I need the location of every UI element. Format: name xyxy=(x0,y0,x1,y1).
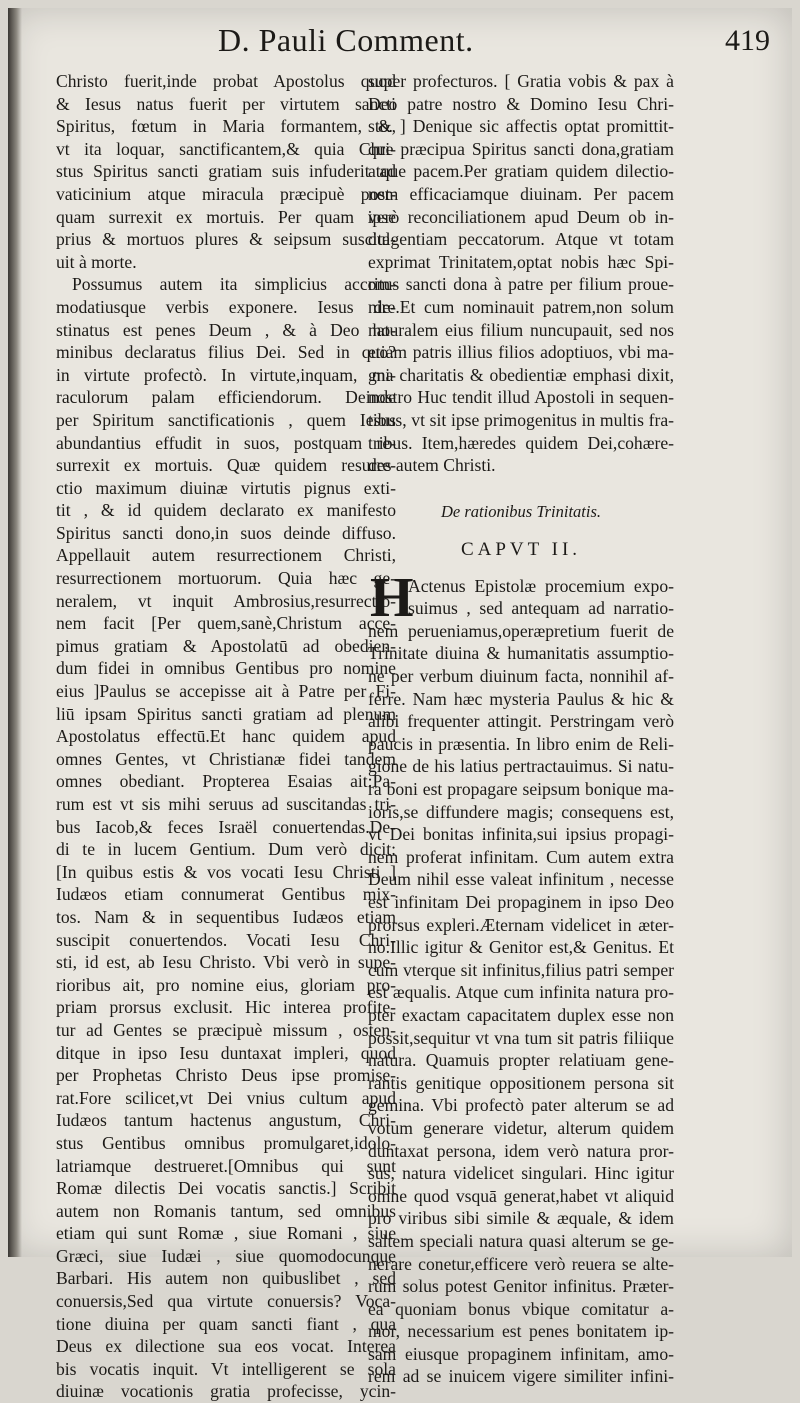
text-line: Iudæos tantum hactenus angustum, Chri- xyxy=(56,1110,396,1131)
text-line: ea quoniam bonus vbique comitatur a- xyxy=(368,1298,674,1319)
page-gutter-shadow xyxy=(8,8,22,1257)
text-line: Trinitate diuina & humanitatis assumptio- xyxy=(368,643,674,664)
text-line: in virtute profectò. In virtute,inquam, mi- xyxy=(56,364,396,385)
text-line: est infinitam Dei propaginem in ipso Deo xyxy=(368,892,674,912)
text-line: gione de his latius pertractauimus. Si natu- xyxy=(368,756,674,777)
chapter-body xyxy=(368,566,674,1388)
text-line: vaticinium atque miracula præcipuè post- xyxy=(56,183,396,204)
text-line: pro viribus sibi simile & æquale, & idem xyxy=(368,1208,674,1229)
text-line: rioribus ait, pro nomine eius, gloriam pro- xyxy=(56,974,396,995)
text-line: & Iesus natus fuerit per virtutem sancti xyxy=(56,93,396,114)
text-line: per Prophetas Christo Deus ipse promise- xyxy=(56,1065,396,1086)
text-line: ne per verbum diuinum facta, nonnihil af- xyxy=(368,666,674,687)
text-line: priam prorsus exclusit. Hic interea profite- xyxy=(56,997,396,1018)
left-text-column xyxy=(56,70,396,1403)
text-line: gna charitatis & obedientiæ emphasi dixit, xyxy=(368,364,674,385)
text-line: rem ad se inuicem vigere similiter infini- xyxy=(368,1366,674,1387)
text-line: votum generare videtur, alterum quidem xyxy=(368,1117,674,1138)
right-column-body xyxy=(368,70,674,477)
text-line: Deum nihil esse valeat infinitum , necesse xyxy=(368,869,674,890)
text-line: omnes Gentes, vt Christianæ fidei tandem xyxy=(56,748,396,769)
text-line: resurrectionem mortuorum. Quia hæc ge- xyxy=(56,568,396,589)
book-page xyxy=(8,8,792,1402)
text-line: prorsus expleri.Æternam videlicet in æter- xyxy=(368,914,674,935)
text-line: ctio maximum diuinæ virtutis pignus exti- xyxy=(56,477,396,498)
text-line: pimus gratiam & Apostolatū ad obedien- xyxy=(56,635,396,656)
text-line: Iudæos etiam connumerat Gentibus mix- xyxy=(56,884,396,905)
text-line: quam surrexit ex mortuis. Per quam ipse xyxy=(56,206,396,227)
text-line: Spiritus sancti dono,in suos deinde diffuso. xyxy=(56,522,396,543)
text-line: vt Dei bonitas infinita,sui ipsius propagi- xyxy=(368,824,674,845)
text-line: stinatus est penes Deum , & à Deo ho- xyxy=(56,319,396,340)
text-line: super profecturos. [ Gratia vobis & pax à xyxy=(368,71,674,91)
text-line: conuersis,Sed qua virtute conuersis? Voca- xyxy=(56,1291,396,1312)
text-line: sti, id est, ab Iesu Christo. Vbi verò in supe- xyxy=(56,952,396,973)
text-line: nostro Huc tendit illud Apostoli in sequen- xyxy=(368,387,674,408)
text-line: abundantius effudit in suos, postquam re- xyxy=(56,432,396,453)
text-line: cum vterque sit infinitus,filius patri semper xyxy=(368,959,674,980)
text-line: gemina. Vbi profectò pater alterum se ad xyxy=(368,1095,674,1116)
text-line: etiam qui sunt Romæ , siue Romani , siue xyxy=(56,1223,396,1244)
right-text-column xyxy=(368,70,674,1388)
text-line: atque pacem.Per gratiam quidem dilectio- xyxy=(368,161,674,182)
text-line: nem facit [Per quem,sanè,Christum acce- xyxy=(56,613,396,634)
text-line: no.Illic igitur & Genitor est,& Genitus. Et xyxy=(368,937,674,958)
text-line: rum solus potest Genitor infinitus. Præter- xyxy=(368,1276,674,1297)
text-line: tione diuina per quam sancti fiant , qua xyxy=(56,1313,396,1334)
text-line: nem efficaciamque diuinam. Per pacem xyxy=(368,183,674,204)
text-line: natura. Quamuis propter relatiuam gene- xyxy=(368,1050,674,1071)
text-line: per Spiritum sanctificationis , quem Iesus xyxy=(56,409,396,430)
text-line: tit , & id quidem declarato ex manifesto xyxy=(56,500,396,521)
text-line: di te in lucem Gentium. Dum verò dicit: xyxy=(56,839,396,860)
text-line: verò reconciliationem apud Deum ob in- xyxy=(368,206,674,227)
text-line: Actenus Epistolæ procemium expo- xyxy=(408,575,674,596)
text-line: surrexit ex mortuis. Quæ quidem resurre- xyxy=(56,455,396,476)
text-line: rum est vt sis mihi seruus ad suscitandas tri- xyxy=(56,794,396,814)
text-line: est æqualis. Atque cum infinita natura pro- xyxy=(368,982,674,1003)
text-line: modatiusque verbis exponere. Iesus de- xyxy=(56,296,396,317)
running-title: D. Pauli Comment. xyxy=(218,22,474,58)
text-line: nerare conetur,efficere verò reuera se alte- xyxy=(368,1253,674,1274)
text-line: rantis genitique oppositionem persona sit xyxy=(368,1072,674,1093)
text-line: rat.Fore scilicet,vt Dei vnius cultum apud xyxy=(56,1087,396,1108)
drop-cap-initial: H xyxy=(370,566,414,629)
text-line: paucis in præsentia. In libro enim de Reli- xyxy=(368,733,674,754)
text-line: neralem, vt inquit Ambrosius,resurrectio- xyxy=(56,590,396,611)
text-line: etiam patris illius filios adoptiuos, vbi ma- xyxy=(368,342,674,363)
text-line: duntaxat persona, idem verò natura pror- xyxy=(368,1140,674,1161)
text-line: dum fidei in omnibus Gentibus pro nomine xyxy=(56,658,396,679)
text-line: [In quibus estis & vos vocati Iesu Christi ] xyxy=(56,861,396,882)
text-line: Deo patre nostro & Domino Iesu Chri- xyxy=(368,93,674,114)
text-line: tibus, vt sit ipse primogenitus in multis fra- xyxy=(368,409,674,430)
text-line: tur ad Gentes se præcipuè missum , osten- xyxy=(56,1019,396,1040)
text-line: tribus. Item,hæredes quidem Dei,cohære- xyxy=(368,432,674,453)
text-line: pter exactam capacitatem duplex esse non xyxy=(368,1004,674,1025)
text-line: autem non Romanis tantum, sed omnibus xyxy=(56,1200,396,1221)
text-line: ditque in ipso Iesu duntaxat impleri, quod xyxy=(56,1042,396,1063)
text-line: Possumus autem ita simplicius accom- xyxy=(72,274,396,295)
text-line: stus Spiritus sancti gratiam suis infuderit ad xyxy=(56,161,396,182)
text-line: omnes obediant. Propterea Esaias ait:Pa- xyxy=(56,771,396,792)
chapter-heading: CAPVT II. xyxy=(460,538,582,560)
text-line: omne quod vsquā generat,habet vt aliquid xyxy=(368,1185,674,1206)
page-number: 419 xyxy=(725,24,770,57)
text-line: sus, natura videlicet singulari. Hinc igitur xyxy=(368,1163,674,1184)
text-line: que præcipua Spiritus sancti dona,gratiam xyxy=(368,138,674,159)
text-line: Romæ dilectis Dei vocatis sanctis.] Scribit xyxy=(56,1178,396,1199)
text-line: sto. ] Denique sic affectis optat promittit- xyxy=(368,116,674,137)
text-line: liū ipsam Spiritus sancti gratiam ad plenum xyxy=(56,703,396,724)
text-line: nire.Et cum nominauit patrem,non solum xyxy=(368,296,674,317)
text-line: Christo fuerit,inde probat Apostolus quod xyxy=(56,71,396,91)
text-line: naturalem eius filium nuncupauit, sed nos xyxy=(368,319,674,340)
text-line: prius & mortuos plures & seipsum suscita- xyxy=(56,229,396,250)
text-line: ra boni est propagare seipsum bonique ma- xyxy=(368,779,674,800)
text-line: saltem speciali natura quasi alterum se ge- xyxy=(368,1230,674,1251)
text-line: suscipit conuertendos. Vocati Iesu Chri- xyxy=(56,929,396,950)
text-line: raculorum palam efficiendorum. Deinde xyxy=(56,387,396,408)
section-heading: De rationibus Trinitatis. xyxy=(441,501,601,521)
text-line: bis vocatis inquit. Vt intelligerent se sola xyxy=(56,1358,396,1379)
text-line: ritus sancti dona à patre per filium proue- xyxy=(368,274,674,295)
text-line: stus Gentibus omnibus promulgaret,idolo- xyxy=(56,1132,396,1153)
text-line: Barbari. His autem non quibuslibet , sed xyxy=(56,1268,396,1289)
text-line: des autem Christi. xyxy=(368,455,496,476)
text-line: Appellauit autem resurrectionem Christi, xyxy=(56,545,396,566)
text-line: tos. Nam & in sequentibus Iudæos etiam xyxy=(56,906,396,927)
text-line: mor, necessarium est penes bonitatem ip- xyxy=(368,1321,674,1342)
text-line: minibus declaratus filius Dei. Sed in quo? xyxy=(56,342,396,363)
text-line: exprimat Trinitatem,optat nobis hæc Spi- xyxy=(368,251,674,272)
text-line: ferre. Nam hæc mysteria Paulus & hic & xyxy=(368,688,674,709)
text-line: Græci, siue Iudæi , siue quomodocunque xyxy=(56,1245,396,1266)
text-line: alibi frequenter attingit. Perstringam verò xyxy=(368,711,674,732)
text-line: nem proferat infinitam. Cum autem extra xyxy=(368,846,674,867)
text-line: sam eiusque propaginem infinitam, amo- xyxy=(368,1343,674,1364)
text-line: bus Iacob,& feces Israël conuertendas.De- xyxy=(56,816,396,837)
text-line: vt ita loquar, sanctificantem,& quia Chri- xyxy=(56,138,396,159)
text-line: eius ]Paulus se accepisse ait à Patre per Fi- xyxy=(56,681,396,702)
text-line: uit à morte. xyxy=(56,251,137,272)
text-line: ioris,se diffundere magis; consequens est, xyxy=(368,801,674,822)
text-line: diuinæ vocationis gratia profecisse, ycin- xyxy=(56,1381,396,1402)
text-line: possit,sequitur vt vna tum sit patris filiique xyxy=(368,1027,674,1048)
text-line: Spiritus, fœtum in Maria formantem, &, xyxy=(56,116,396,137)
text-line: nem perueniamus,operæpretium fuerit de xyxy=(368,620,674,641)
text-line: dulgentiam peccatorum. Atque vt totam xyxy=(368,229,674,250)
text-line: suimus , sed antequam ad narratio- xyxy=(408,598,674,619)
text-line: Deus ex dilectione sua eos vocat. Interea xyxy=(56,1336,396,1357)
text-line: latriamque destrueret.[Omnibus qui sunt xyxy=(56,1155,396,1176)
text-line: Apostolatus effectū.Et hanc quidem apud xyxy=(56,726,396,747)
page-header xyxy=(8,22,792,64)
